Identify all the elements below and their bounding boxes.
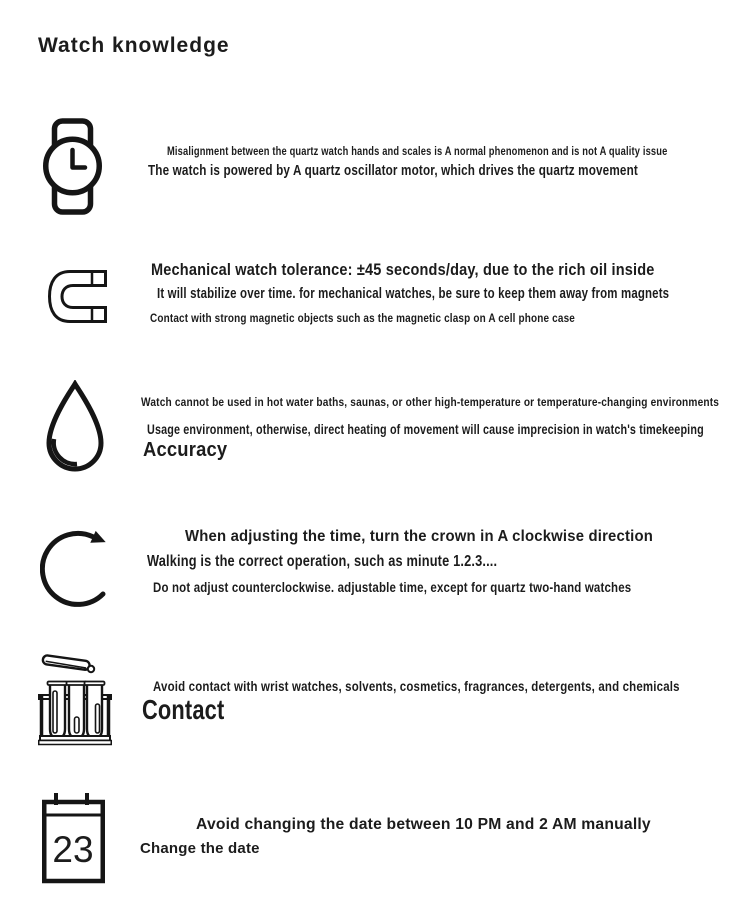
temperature-note-line: Watch cannot be used in hot water baths, saunas, or other high-temperature or temperature-changing environments [141,397,720,409]
crown-sub-line: Walking is the correct operation, such as minute 1.2.3.... [147,553,498,570]
crown-note-line: Do not adjust counterclockwise. adjustable time, except for quartz two-hand watches [153,580,632,595]
clockwise-arrow-icon [40,530,108,608]
magnet-sub-line: It will stabilize over time. for mechanical watches, be sure to keep them away from magnets [157,286,670,302]
temperature-sub-line: Usage environment, otherwise, direct heating of movement will cause imprecision in watch's timekeeping [147,421,704,437]
wristwatch-icon [43,118,102,215]
calendar-icon [42,792,105,884]
accuracy-heading: Accuracy [143,439,228,461]
date-sub-line: Change the date [140,840,260,857]
contact-heading: Contact [142,694,225,725]
quartz-main-line: The watch is powered by A quartz oscillator motor, which drives the quartz movement [148,162,638,179]
magnet-note-line: Contact with strong magnetic objects such as the magnetic clasp on A cell phone case [150,311,575,325]
crown-main-line: When adjusting the time, turn the crown in A clockwise direction [185,528,654,545]
quartz-note-line: Misalignment between the quartz watch hands and scales is A normal phenomenon and is not A quality issue [167,146,668,158]
magnet-main-line: Mechanical watch tolerance: ±45 seconds/day, due to the rich oil inside [151,261,655,279]
page-title: Watch knowledge [38,34,230,57]
calendar-date-text: 23 [52,829,94,870]
test-tubes-icon [38,651,112,747]
water-drop-icon [42,380,108,478]
chemicals-line: Avoid contact with wrist watches, solvents, cosmetics, fragrances, detergents, and chemicals [153,679,680,694]
date-main-line: Avoid changing the date between 10 PM and 2 AM manually [196,816,651,833]
magnet-icon [48,270,107,323]
